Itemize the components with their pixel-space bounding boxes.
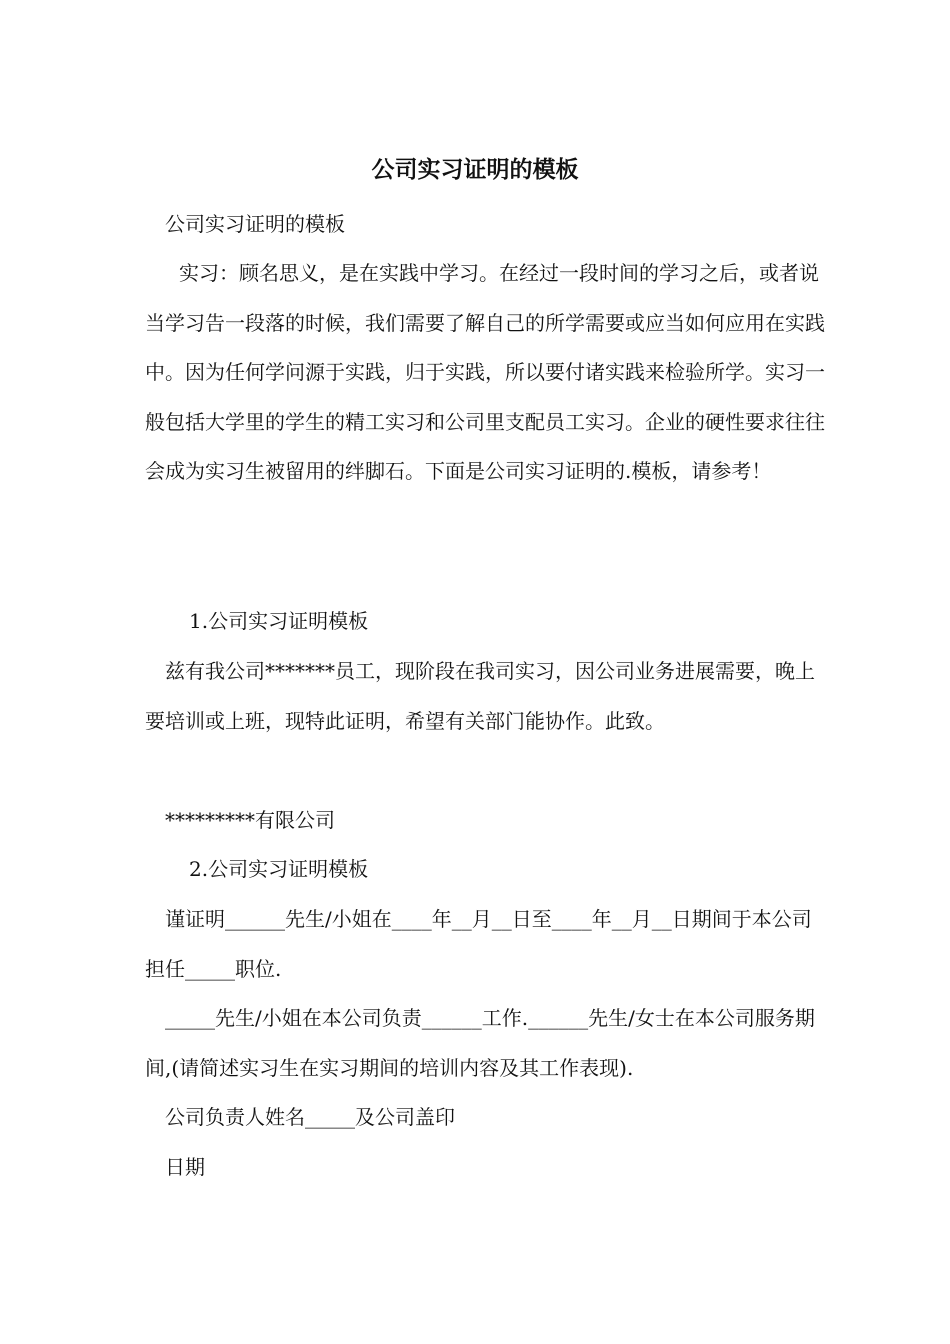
template1-body: 兹有我公司*******员工，现阶段在我司实习，因公司业务进展需要，晚上要培训或上班，现特此证明，希望有关部门能协作。此致。	[145, 659, 815, 733]
template2-line1: 谨证明______先生/小姐在____年__月__日至____年__月__日期间于本公司担任_____职位.	[145, 907, 812, 981]
document-subtitle: 公司实习证明的模板	[165, 212, 345, 236]
template2-date: 日期	[165, 1155, 205, 1179]
intro-paragraph: 实习：顾名思义，是在实践中学习。在经过一段时间的学习之后，或者说当学习告一段落的时候，我们需要了解自己的所学需要或应当如何应用在实践中。因为任何学问源于实践，归于实践，所以要付诸实践来检验所学。实习一般包括大学里的学生的精工实习和公司里支配员工实习。企业的硬性要求往往会成为实习生被留用的绊脚石。下面是公司实习证明的.模板，请参考！	[145, 261, 825, 483]
template1-company: *********有限公司	[165, 808, 335, 832]
template2-line2: _____先生/小姐在本公司负责______工作.______先生/女士在本公司服务期间,(请简述实习生在实习期间的培训内容及其工作表现).	[145, 1006, 815, 1080]
template2-signer: 公司负责人姓名_____及公司盖印	[165, 1105, 455, 1129]
document-title: 公司实习证明的模板	[371, 156, 579, 183]
template1-heading: 1.公司实习证明模板	[189, 609, 369, 633]
template2-heading: 2.公司实习证明模板	[189, 857, 369, 881]
